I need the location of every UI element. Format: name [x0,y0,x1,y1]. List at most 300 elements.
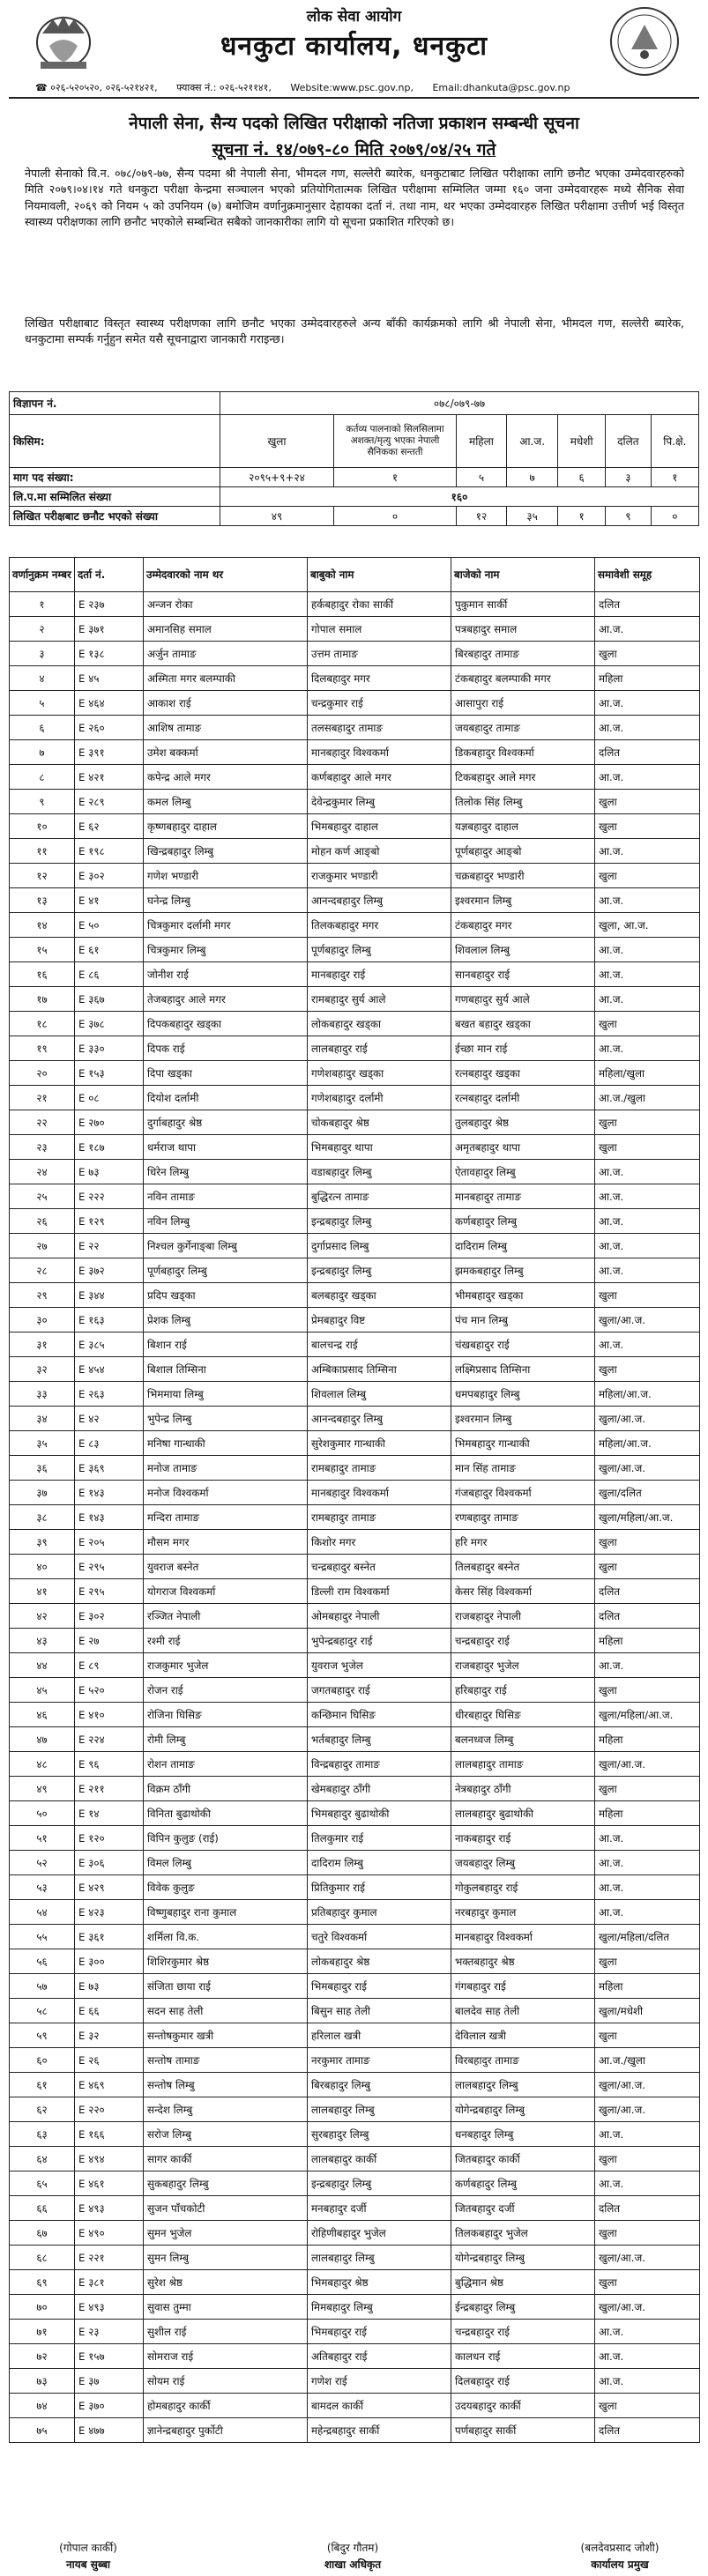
father-name-cell: लालबहादुर राई [308,1036,451,1061]
grandfather-name-cell: योगेन्द्रबहादुर लिम्बु [451,2246,595,2270]
father-name-cell: खेमबहादुर ठाँगी [308,1777,451,1801]
group-cell: दलित [595,1579,700,1604]
serial-cell: ३५ [10,1431,75,1456]
serial-cell: १६ [10,962,75,987]
serial-cell: ४२ [10,1604,75,1629]
group-cell: महिला [595,1727,700,1752]
serial-cell: ४ [10,666,75,691]
serial-cell: ४७ [10,1727,75,1752]
serial-cell: ६७ [10,2221,75,2246]
grandfather-name-cell: रत्नबहादुर खड्का [451,1061,595,1086]
serial-cell: १ [10,592,75,617]
table-row [10,1160,700,1184]
roll-number-cell: E ०८ [75,1086,144,1110]
group-cell: आ.ज. [595,1875,700,1900]
candidate-name-cell: सुरेश श्रेष्ठ [144,2270,308,2295]
notice-paragraph-2: लिखित परीक्षाबाट विस्तृत स्वास्थ्य परीक्षणका लागि छनौट भएका उम्मेदवारहरुले अन्य बाँकी कार्यक्रमको लागि श्री नेपाली सेना, भीमदल गण, सल्लेरी ब्यारेक, धनकुटामा सम्पर्क गर्नुहुन समेत यसै सूचनाद्वारा जानकारी गराइन्छ। [25,316,684,346]
table-row [10,1752,700,1777]
serial-cell: ६१ [10,2073,75,2097]
grandfather-name-cell: लक्ष्मिप्रसाद तिम्सिना [451,1357,595,1382]
father-name-cell: आनन्दबहादुर लिम्बु [308,1407,451,1431]
serial-cell: २ [10,617,75,642]
group-cell: खुला/आ.ज. [595,2073,700,2097]
grandfather-name-cell: धीरबहादुर घिसिङ [451,1703,595,1727]
candidate-name-cell: निश्चल कुर्गेनाङ्बा लिम्बु [144,1234,308,1258]
group-cell: महिला [595,1974,700,1999]
roll-number-cell: E २७० [75,1110,144,1135]
grandfather-name-cell: दादिराम लिम्बु [451,1234,595,1258]
candidate-name-cell: रञ्जित नेपाली [144,1604,308,1629]
group-cell: आ.ज. [595,1851,700,1875]
father-name-cell: भुपेन्द्रबहादुर राई [308,1629,451,1653]
grandfather-name-cell: गणबहादुर सुर्य आले [451,987,595,1012]
father-name-cell: बिरबहादुर लिम्बु [308,2073,451,2097]
serial-cell: ६४ [10,2147,75,2171]
table-row [10,790,700,814]
table-row [10,1184,700,1209]
roll-number-cell: E ४५ [75,666,144,691]
table-row [10,2122,700,2147]
candidate-name-cell: सुमन लिम्बु [144,2246,308,2270]
post-value: ५ [457,468,507,487]
table-row [10,1604,700,1629]
table-row [10,1061,700,1086]
group-cell: महिला [595,1801,700,1826]
father-name-cell: दादिराम लिम्बु [308,1851,451,1875]
roll-number-cell: E ४९४ [75,2147,144,2171]
table-row [10,2048,700,2073]
table-row [10,2221,700,2246]
serial-cell: २१ [10,1086,75,1110]
roll-number-cell: E ३६१ [75,1925,144,1949]
grandfather-name-cell: दिलबहादुर राई [451,2369,595,2394]
father-name-cell: उत्तम तामाङ [308,642,451,666]
commission-name: लोक सेवा आयोग [306,8,402,26]
group-cell: आ.ज. [595,1184,700,1209]
candidate-name-cell: चित्रकुमार लिम्बु [144,938,308,962]
group-cell: आ.ज. [595,1209,700,1234]
roll-number-cell: E ६६ [75,1999,144,2023]
table-row [10,2023,700,2048]
candidate-name-cell: विमल लिम्बु [144,1851,308,1875]
table-row [10,2196,700,2221]
signature-1 [0,2540,176,2573]
candidate-name-cell: शर्मिला वि.क. [144,1925,308,1949]
results-table [9,557,700,2443]
father-name-cell: प्रेमबहादुर विष्ट [308,1308,451,1333]
col-serial: वर्णानुक्रम नम्बर [10,558,75,592]
group-women: महिला [457,415,507,468]
candidate-name-cell: सन्तोष तामाङ [144,2048,308,2073]
group-cell: खुला [595,1357,700,1382]
group-cell: महिला/आ.ज. [595,1382,700,1407]
table-row [10,1308,700,1333]
header-divider [9,97,699,99]
grandfather-name-cell: पुकुमान सार्की [451,592,595,617]
father-name-cell: बुद्धिरत्न तामाङ [308,1184,451,1209]
serial-cell: ५५ [10,1925,75,1949]
father-name-cell: प्रतिबहादुर कुमाल [308,1900,451,1925]
grandfather-name-cell: बखत बहादुर खड्का [451,1012,595,1036]
grandfather-name-cell: बलनध्वज लिम्बु [451,1727,595,1752]
roll-number-cell: E ३८१ [75,2270,144,2295]
table-row [10,2394,700,2418]
father-name-cell: रामबहादुर तामाङ [308,1456,451,1481]
group-cell: आ.ज. [595,765,700,790]
table-row [10,1481,700,1505]
group-cell: महिला/खुला [595,1061,700,1086]
candidate-name-cell: प्रदिप खड्का [144,1283,308,1308]
signatory-name: (गोपाल कार्की) [59,2542,117,2554]
table-row [10,617,700,642]
group-cell: खुला, आ.ज. [595,913,700,938]
father-name-cell: लोकबहादुर श्रेष्ठ [308,1949,451,1974]
group-cell: आ.ज. [595,2344,700,2369]
table-row [10,1925,700,1949]
group-cell: महिला [595,1629,700,1653]
phone-text: ☎ ०२६-५२०५२०, ०२६-५२१४२१, [35,82,158,93]
father-name-cell: लालबहादुर लिम्बु [308,2246,451,2270]
serial-cell: ७३ [10,2369,75,2394]
notice-number: सूचना नं. १४/०७९-८० मिति २०७९/०४/२५ गते [212,140,496,160]
father-name-cell: भिमबहादुर राई [308,1974,451,1999]
table-row [10,2295,700,2320]
group-disabled-dependents: कर्तव्य पालनाको सिलसिलामा अशक्त/मृत्यु भएका नेपाली सैनिकका सन्तती [334,415,457,468]
pass-label: लिखित परीक्षबाट छनौट भएको संख्या [10,507,220,526]
group-cell: खुला [595,2221,700,2246]
roll-number-cell: E ६२ [75,814,144,839]
grandfather-name-cell: पर्णबहादुर सार्की [451,2418,595,2443]
table-row [10,1653,700,1678]
grandfather-name-cell: रणबहादुर तामाङ [451,1505,595,1530]
roll-number-cell: E २३७ [75,592,144,617]
father-name-cell: इन्द्रबहादुर लिम्बु [308,2171,451,2196]
table-row [10,1555,700,1579]
grandfather-name-cell: तिलोक सिंह लिम्बु [451,790,595,814]
serial-cell: ३७ [10,1481,75,1505]
father-name-cell: तलसबहादुर तामाङ [308,716,451,740]
candidate-name-cell: विवेक कुलुङ [144,1875,308,1900]
group-cell: खुला/आ.ज. [595,1752,700,1777]
table-row [10,716,700,740]
serial-cell: ३८ [10,1505,75,1530]
group-cell: खुला [595,2023,700,2048]
roll-number-cell: E ५० [75,913,144,938]
candidate-name-cell: विक्रम ठाँगी [144,1777,308,1801]
father-name-cell: ओमबहादुर नेपाली [308,1604,451,1629]
father-name-cell: पूर्णबहादुर लिम्बु [308,938,451,962]
father-name-cell: भिमबहादुर बुढाथोकी [308,1801,451,1826]
serial-cell: ७२ [10,2344,75,2369]
grandfather-name-cell: नाकबहादुर राई [451,1826,595,1851]
father-name-cell: लोकबहादुर खड्का [308,1012,451,1036]
candidate-name-cell: राजकुमार भुजेल [144,1653,308,1678]
candidate-name-cell: युवराज बस्नेत [144,1555,308,1579]
candidate-name-cell: अन्जन रोका [144,592,308,617]
grandfather-name-cell: गंगबहादुर राई [451,1974,595,1999]
roll-number-cell: E २२० [75,2097,144,2122]
father-name-cell: मानबहादुर विश्वकर्मा [308,740,451,765]
serial-cell: ६६ [10,2196,75,2221]
father-name-cell: हरिलाल खत्री [308,2023,451,2048]
post-value: ३ [606,468,652,487]
roll-number-cell: E ३७८ [75,1012,144,1036]
signatory-name: (बिदुर गौतम) [326,2542,379,2554]
table-row [10,2246,700,2270]
candidate-name-cell: सुमन भुजेल [144,2221,308,2246]
candidate-name-cell: धर्मराज थापा [144,1135,308,1160]
grandfather-name-cell: चक्रबहादुर भण्डारी [451,864,595,888]
candidate-name-cell: सागर कार्की [144,2147,308,2171]
grandfather-name-cell: तिलकबहादुर भुजेल [451,2221,595,2246]
roll-number-cell: E ३९१ [75,740,144,765]
roll-number-cell: E ८३ [75,1431,144,1456]
grandfather-name-cell: भिमबहादुर गान्धाकी [451,1431,595,1456]
table-row [10,1505,700,1530]
email-link[interactable]: Email:dhankuta@psc.gov.np [432,82,570,93]
candidate-name-cell: मन्दिरा तामाङ [144,1505,308,1530]
father-name-cell: डिल्ली राम विश्वकर्मा [308,1579,451,1604]
group-cell: आ.ज./खुला [595,1086,700,1110]
group-cell: खुला/आ.ज. [595,1407,700,1431]
father-name-cell: कन्छिमान घिसिङ [308,1703,451,1727]
table-row [10,987,700,1012]
table-row [10,913,700,938]
grandfather-name-cell: इश्वरमान लिम्बु [451,1407,595,1431]
candidate-name-cell: रोमी लिम्बु [144,1727,308,1752]
serial-cell: ५३ [10,1875,75,1900]
father-name-cell: महेन्द्रबहादुर सार्की [308,2418,451,2443]
roll-number-cell: E २८९ [75,790,144,814]
grandfather-name-cell: टंकबहादुर मगर [451,913,595,938]
serial-cell: ६८ [10,2246,75,2270]
grandfather-name-cell: जितबहादुर दर्जी [451,2196,595,2221]
post-total: २०९५+९+२४ [220,468,334,487]
group-cell: आ.ज. [595,2171,700,2196]
group-cell: आ.ज. [595,2369,700,2394]
group-cell: आ.ज. [595,691,700,716]
group-cell: खुला [595,1555,700,1579]
pass-value: ३५ [506,507,557,526]
candidate-name-cell: दिपक राई [144,1036,308,1061]
signature-3 [532,2540,708,2573]
candidate-name-cell: शिशिरकुमार श्रेष्ठ [144,1949,308,1974]
candidate-name-cell: सुशील राई [144,2320,308,2344]
father-name-cell: तिलकुमार राई [308,1826,451,1851]
serial-cell: ३२ [10,1357,75,1382]
exam-total: १६० [220,487,699,507]
candidate-name-cell: आकाश राई [144,691,308,716]
grandfather-name-cell: गंजबहादुर विश्वकर्मा [451,1481,595,1505]
serial-cell: ३१ [10,1333,75,1357]
table-row [10,1777,700,1801]
group-cell: खुला [595,2394,700,2418]
candidate-name-cell: सुकबहादुर लिम्बु [144,2171,308,2196]
table-row [10,1382,700,1407]
group-cell: खुला/महिला/दलित [595,1925,700,1949]
father-name-cell: शिवलाल लिम्बु [308,1382,451,1407]
candidate-name-cell: मनोज तामाङ [144,1456,308,1481]
father-name-cell: दिलबहादुर मगर [308,666,451,691]
col-candidate: उम्मेदवारको नाम थर [144,558,308,592]
group-cell: खुला [595,1530,700,1555]
candidate-name-cell: दियोश दर्लामी [144,1086,308,1110]
serial-cell: ३ [10,642,75,666]
candidate-name-cell: संजिता छाया राई [144,1974,308,1999]
father-name-cell: कर्णबहादुर आले मगर [308,765,451,790]
candidate-name-cell: आशिष तामाङ [144,716,308,740]
group-cell: आ.ज. [595,839,700,864]
father-name-cell: युवराज भुजेल [308,1653,451,1678]
father-name-cell: चन्द्रकुमार राई [308,691,451,716]
table-row [10,691,700,716]
vacancy-table [9,391,699,526]
group-cell: खुला [595,1777,700,1801]
roll-number-cell: E ४६४ [75,691,144,716]
grandfather-name-cell: आसापुरा राई [451,691,595,716]
table-row [10,1431,700,1456]
notice-paragraph-1: नेपाली सेनाको वि.न. ०७८/०७९-७७, सैन्य पदमा श्री नेपाली सेना, भीमदल गण, सल्लेरी ब्यारेक, धनकुटाबाट लिखित परीक्षाका लागि छनौट भएका उम्मेदवारहरुको मिति २०७९।०४।१४ गते धनकुटा परीक्षा केन्द्रमा सञ्चालन भएको प्रतियोगितात्मक लिखित परीक्षामा सम्मिलित जम्मा १६० जना उम्मेदवारहरू मध्ये सैनिक सेवा नियमावली, २०६९ को नियम ५ को उपनियम (७) बमोजिम वर्णानुक्रमानुसार देहायका दर्ता नं. तथा नाम, थर भएका उम्मेदवारहरु लिखित परीक्षामा उत्तीर्ण भई विस्तृत स्वास्थ्य परीक्षणका लागि छनौट भएकोले सम्बन्धित सबैको जानकारीका लागि यो सूचना प्रकाशित गरिएको छ। [25,167,684,229]
pass-value: ० [334,507,457,526]
psc-seal-icon [608,5,681,78]
group-cell: आ.ज. [595,1036,700,1061]
candidate-name-cell: नविन तामाङ [144,1184,308,1209]
roll-number-cell: E ३२ [75,2023,144,2048]
candidate-name-cell: दिपा खड्का [144,1061,308,1086]
serial-cell: ५४ [10,1900,75,1925]
roll-number-cell: E १४३ [75,1481,144,1505]
signatory-name: (बलदेवप्रसाद जोशी) [580,2542,660,2554]
group-label: किसिम: [10,415,220,468]
father-name-cell: मिमबहादुर लिम्बु [308,2295,451,2320]
table-row [10,2344,700,2369]
table-row [10,1579,700,1604]
grandfather-name-cell: उदयबहादुर कार्की [451,2394,595,2418]
group-cell: खुला [595,2147,700,2171]
serial-cell: २८ [10,1258,75,1283]
father-name-cell: राजकुमार भण्डारी [308,864,451,888]
father-name-cell: बालचन्द्र राई [308,1333,451,1357]
table-row [10,2418,700,2443]
father-name-cell: सुरबहादुर लिम्बु [308,2122,451,2147]
col-grandfather: बाजेको नाम [451,558,595,592]
group-cell: दलित [595,2196,700,2221]
father-name-cell: किशोर मगर [308,1530,451,1555]
roll-number-cell: E १४ [75,1801,144,1826]
group-cell: आ.ज. [595,1258,700,1283]
roll-number-cell: E ३८५ [75,1333,144,1357]
father-name-cell: आनन्दबहादुर लिम्बु [308,888,451,913]
grandfather-name-cell: देविलाल खत्री [451,2023,595,2048]
father-name-cell: मानबहादुर विश्वकर्मा [308,1481,451,1505]
serial-cell: ५ [10,691,75,716]
grandfather-name-cell: झमकबहादुर लिम्बु [451,1258,595,1283]
candidate-name-cell: प्रेशक लिम्बु [144,1308,308,1333]
table-row [10,1999,700,2023]
serial-cell: ४४ [10,1653,75,1678]
results-body [10,592,700,2443]
candidate-name-cell: उमेश बक्कर्मा [144,740,308,765]
roll-number-cell: E २२४ [75,1727,144,1752]
group-cell: दलित [595,1604,700,1629]
serial-cell: १९ [10,1036,75,1061]
roll-number-cell: E ६१ [75,938,144,962]
group-madhesi: मधेशी [558,415,606,468]
signatory-position: कार्यालय प्रमुख [591,2558,649,2571]
grandfather-name-cell: चंखबहादुर राई [451,1333,595,1357]
grandfather-name-cell: डिकबहादुर विश्वकर्मा [451,740,595,765]
roll-number-cell: E ७३ [75,1160,144,1184]
roll-number-cell: E ३३० [75,1036,144,1061]
roll-number-cell: E २९५ [75,1579,144,1604]
grandfather-name-cell: मानबहादुर तामाङ [451,1184,595,1209]
father-name-cell: गणेश राई [308,2369,451,2394]
serial-cell: ३४ [10,1407,75,1431]
table-row [10,864,700,888]
group-cell: खुला/आ.ज. [595,2097,700,2122]
table-row [10,2073,700,2097]
fax-text: फ्याक्स नं.: ०२६-५२११४१, [176,82,272,93]
table-row [10,814,700,839]
website-link[interactable]: Website:www.psc.gov.np, [290,82,414,93]
roll-number-cell: E २११ [75,1777,144,1801]
table-row [10,888,700,913]
serial-cell: ३० [10,1308,75,1333]
candidate-name-cell: अस्मिता मगर बलम्पाकी [144,666,308,691]
grandfather-name-cell: लालबहादुर लिम्बु [451,2073,595,2097]
father-name-cell: दुर्गाप्रसाद लिम्बु [308,1234,451,1258]
results-header-row [10,558,700,592]
roll-number-cell: E ४२९ [75,1875,144,1900]
roll-number-cell: E ९६ [75,1752,144,1777]
candidate-name-cell: भिममाया लिम्बु [144,1382,308,1407]
serial-cell: २३ [10,1135,75,1160]
candidate-name-cell: भुपेन्द्र लिम्बु [144,1407,308,1431]
candidate-name-cell: कृष्णबहादुर दाहाल [144,814,308,839]
group-cell: आ.ज. [595,1333,700,1357]
roll-number-cell: E ४९३ [75,2196,144,2221]
father-name-cell: मानबहादुर राई [308,962,451,987]
serial-cell: २४ [10,1160,75,1184]
candidate-name-cell: रोशन तामाङ [144,1752,308,1777]
group-cell: आ.ज. [595,1234,700,1258]
grandfather-name-cell: सानबहादुर राई [451,962,595,987]
grandfather-name-cell: ईन्द्रबहादुर लिम्बु [451,2295,595,2320]
table-row [10,2270,700,2295]
grandfather-name-cell: धनबहादुर लिम्बु [451,2122,595,2147]
candidate-name-cell: सन्तोषकुमार खत्री [144,2023,308,2048]
serial-cell: ४५ [10,1678,75,1703]
candidate-name-cell: गणेश भण्डारी [144,864,308,888]
grandfather-name-cell: तिलबहादुर बस्नेत [451,1555,595,1579]
post-value: १ [651,468,698,487]
grandfather-name-cell: टंकबहादुर बलम्पाकी मगर [451,666,595,691]
candidate-name-cell: सोमराज राई [144,2344,308,2369]
grandfather-name-cell: यज्ञबहादुर दाहाल [451,814,595,839]
col-father: बाबुको नाम [308,558,451,592]
grandfather-name-cell: केसर सिंह विश्वकर्मा [451,1579,595,1604]
table-row [10,938,700,962]
table-row [10,1234,700,1258]
grandfather-name-cell: पूर्णबहादुर आङ्बो [451,839,595,864]
serial-cell: ६९ [10,2270,75,2295]
pass-value: १२ [457,507,507,526]
candidate-name-cell: विष्णुबहादुर राना कुमाल [144,1900,308,1925]
roll-number-cell: E ४७७ [75,2418,144,2443]
father-name-cell: भिमबहादुर श्रेष्ठ [308,2270,451,2295]
father-name-cell: मनबहादुर दर्जी [308,2196,451,2221]
roll-number-cell: E ३७ [75,2369,144,2394]
